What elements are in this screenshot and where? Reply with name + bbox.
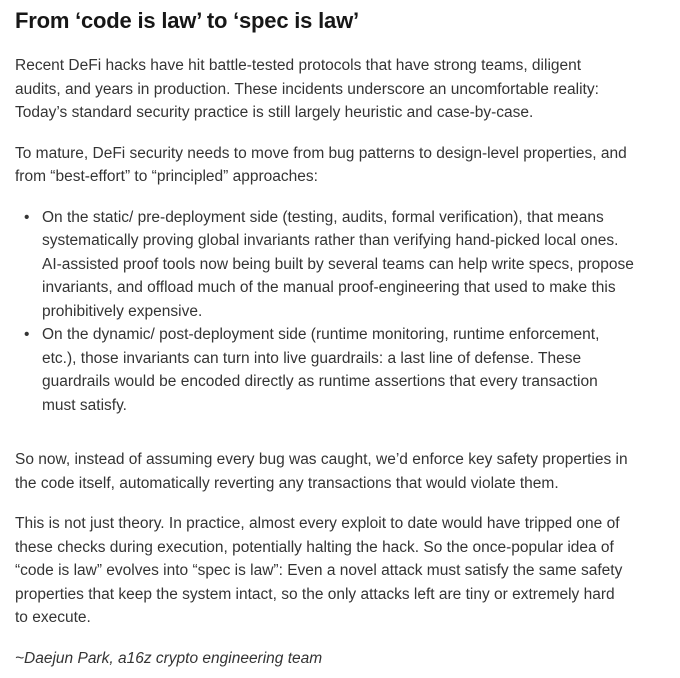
page-title: From ‘code is law’ to ‘spec is law’: [15, 8, 359, 33]
list-item-text: On the dynamic/ post-deployment side (runtime monitoring, runtime enforcement, etc.), those invariants can turn into live guardrails: a last line of defense. These guardrails would be encoded directly as runtime assertions that every transaction must satisfy.: [42, 326, 600, 414]
list-item-static-side: [15, 206, 662, 324]
paragraph-not-just-theory: This is not just theory. In practice, almost every exploit to date would have tripped one of these checks during execution, potentially halting the hack. So the once-popular idea of “code is law” evolves into “spec is law”: Even a novel attack must satisfy the same safety properties that keep the system intact, so the only attacks left are tiny or extremely hard to execute.: [15, 515, 623, 626]
paragraph-so-now: So now, instead of assuming every bug was caught, we’d enforce key safety properties in the code itself, automatically reverting any transactions that would violate them.: [15, 451, 628, 492]
list-item-text: On the static/ pre-deployment side (testing, audits, formal verification), that means systematically proving global invariants rather than verifying hand-picked local ones. AI-assisted proof tools now being built by several teams can help write specs, propose invariants, and offload much of the manual proof-engineering that used to make this prohibitively expensive.: [42, 208, 634, 320]
paragraph-recent-defi-hacks: Recent DeFi hacks have hit battle-tested protocols that have strong teams, diligent audits, and years in production. These incidents underscore an uncomfortable reality: Today’s standard security practice is still largely heuristic and case-by-case.: [15, 57, 599, 121]
paragraph-to-mature: To mature, DeFi security needs to move from bug patterns to design-level properties, and from “best-effort” to “principled” approaches:: [15, 144, 627, 185]
list-item-dynamic-side: [15, 323, 662, 417]
bullet-icon: •: [24, 326, 30, 343]
attribution: ~Daejun Park, a16z crypto engineering team: [15, 649, 323, 667]
bullet-list: [15, 206, 662, 418]
bullet-icon: •: [24, 208, 30, 226]
